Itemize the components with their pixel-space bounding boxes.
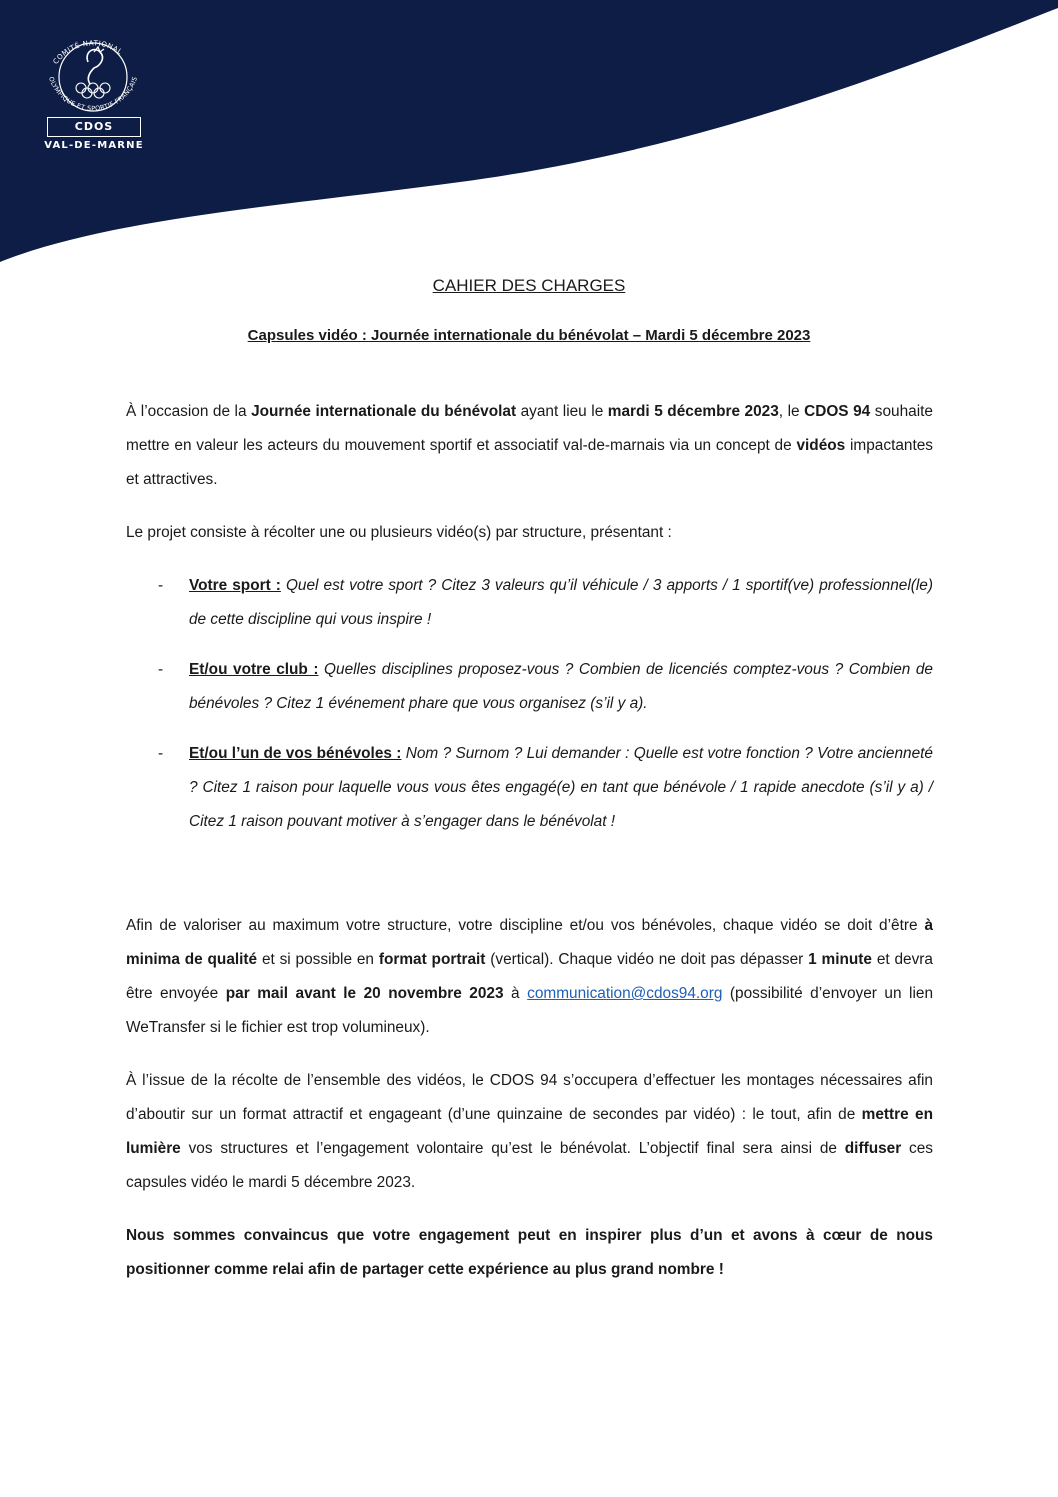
closing-paragraph: Nous sommes convaincus que votre engagement peut en inspirer plus d’un et avons à cœur de nous positionner comme relai afin de partager cette expérience au plus grand nombre ! bbox=[126, 1227, 933, 1278]
logo-box-text: CDOS bbox=[47, 117, 141, 137]
logo-sub-text: VAL-DE-MARNE bbox=[44, 140, 144, 151]
list-item: - Et/ou l’un de vos bénévoles : Nom ? Surnom ? Lui demander : Quelle est votre fonction ? Votre ancienneté ? Citez 1 raison pour laquelle vous vous êtes engagé(e) en tant que bénévole / 1 rapide anecdote (s’il y a) / Citez 1 raison pouvant motiver à s’engager dans le bénévolat ! bbox=[158, 745, 933, 830]
document-body bbox=[126, 395, 933, 1287]
project-paragraph: Le projet consiste à récolter une ou plusieurs vidéo(s) par structure, présentant : bbox=[126, 524, 672, 541]
logo-ring-top-text: COMITÉ NATIONAL bbox=[51, 39, 124, 66]
quality-paragraph: Afin de valoriser au maximum votre structure, votre discipline et/ou vos bénévoles, chaque vidéo se doit d’être à minima de qualité et si possible en format portrait (vertical). Chaque vidéo ne doit pas dépasser 1 minute et devra être envoyée par mail avant le 20 novembre 2023 à communication@cdos94.org (possibilité d’envoyer un lien WeTransfer si le fichier est trop volumineux). bbox=[126, 917, 933, 1036]
list-item: - Votre sport : Quel est votre sport ? Citez 3 valeurs qu’il véhicule / 3 apports / 1 sportif(ve) professionnel(le) de cette discipline qui vous inspire ! bbox=[158, 577, 933, 628]
rooster-rings-emblem bbox=[28, 22, 158, 122]
content-list bbox=[126, 569, 933, 839]
document-title: CAHIER DES CHARGES bbox=[432, 276, 626, 295]
list-item: - Et/ou votre club : Quelles disciplines proposez-vous ? Combien de licenciés comptez-vous ? Combien de bénévoles ? Citez 1 événement phare que vous organisez (s’il y a). bbox=[158, 661, 933, 712]
email-link[interactable]: communication@cdos94.org bbox=[527, 985, 723, 1002]
svg-text:OLYMPIQUE ET SPORTIF FRANÇAIS bbox=[47, 76, 139, 113]
document-subtitle: Capsules vidéo : Journée internationale du bénévolat – Mardi 5 décembre 2023 bbox=[247, 327, 811, 344]
intro-paragraph: À l’occasion de la Journée internationale du bénévolat ayant lieu le mardi 5 décembre 2023, le CDOS 94 souhaite mettre en valeur les acteurs du mouvement sportif et associatif val-de-marnais via un concept de vidéos impactantes et attractives. bbox=[126, 403, 933, 488]
logo-ring-bottom-text: OLYMPIQUE ET SPORTIF FRANÇAIS bbox=[46, 75, 140, 113]
montage-paragraph: À l’issue de la récolte de l’ensemble des vidéos, le CDOS 94 s’occupera d’effectuer les montages nécessaires afin d’aboutir sur un format attractif et engageant (d’une quinzaine de secondes par vidéo) : le tout, afin de mettre en lumière vos structures et l’engagement volontaire qu’est le bénévolat. L’objectif final sera ainsi de diffuser ces capsules vidéo le mardi 5 décembre 2023. bbox=[126, 1072, 934, 1191]
